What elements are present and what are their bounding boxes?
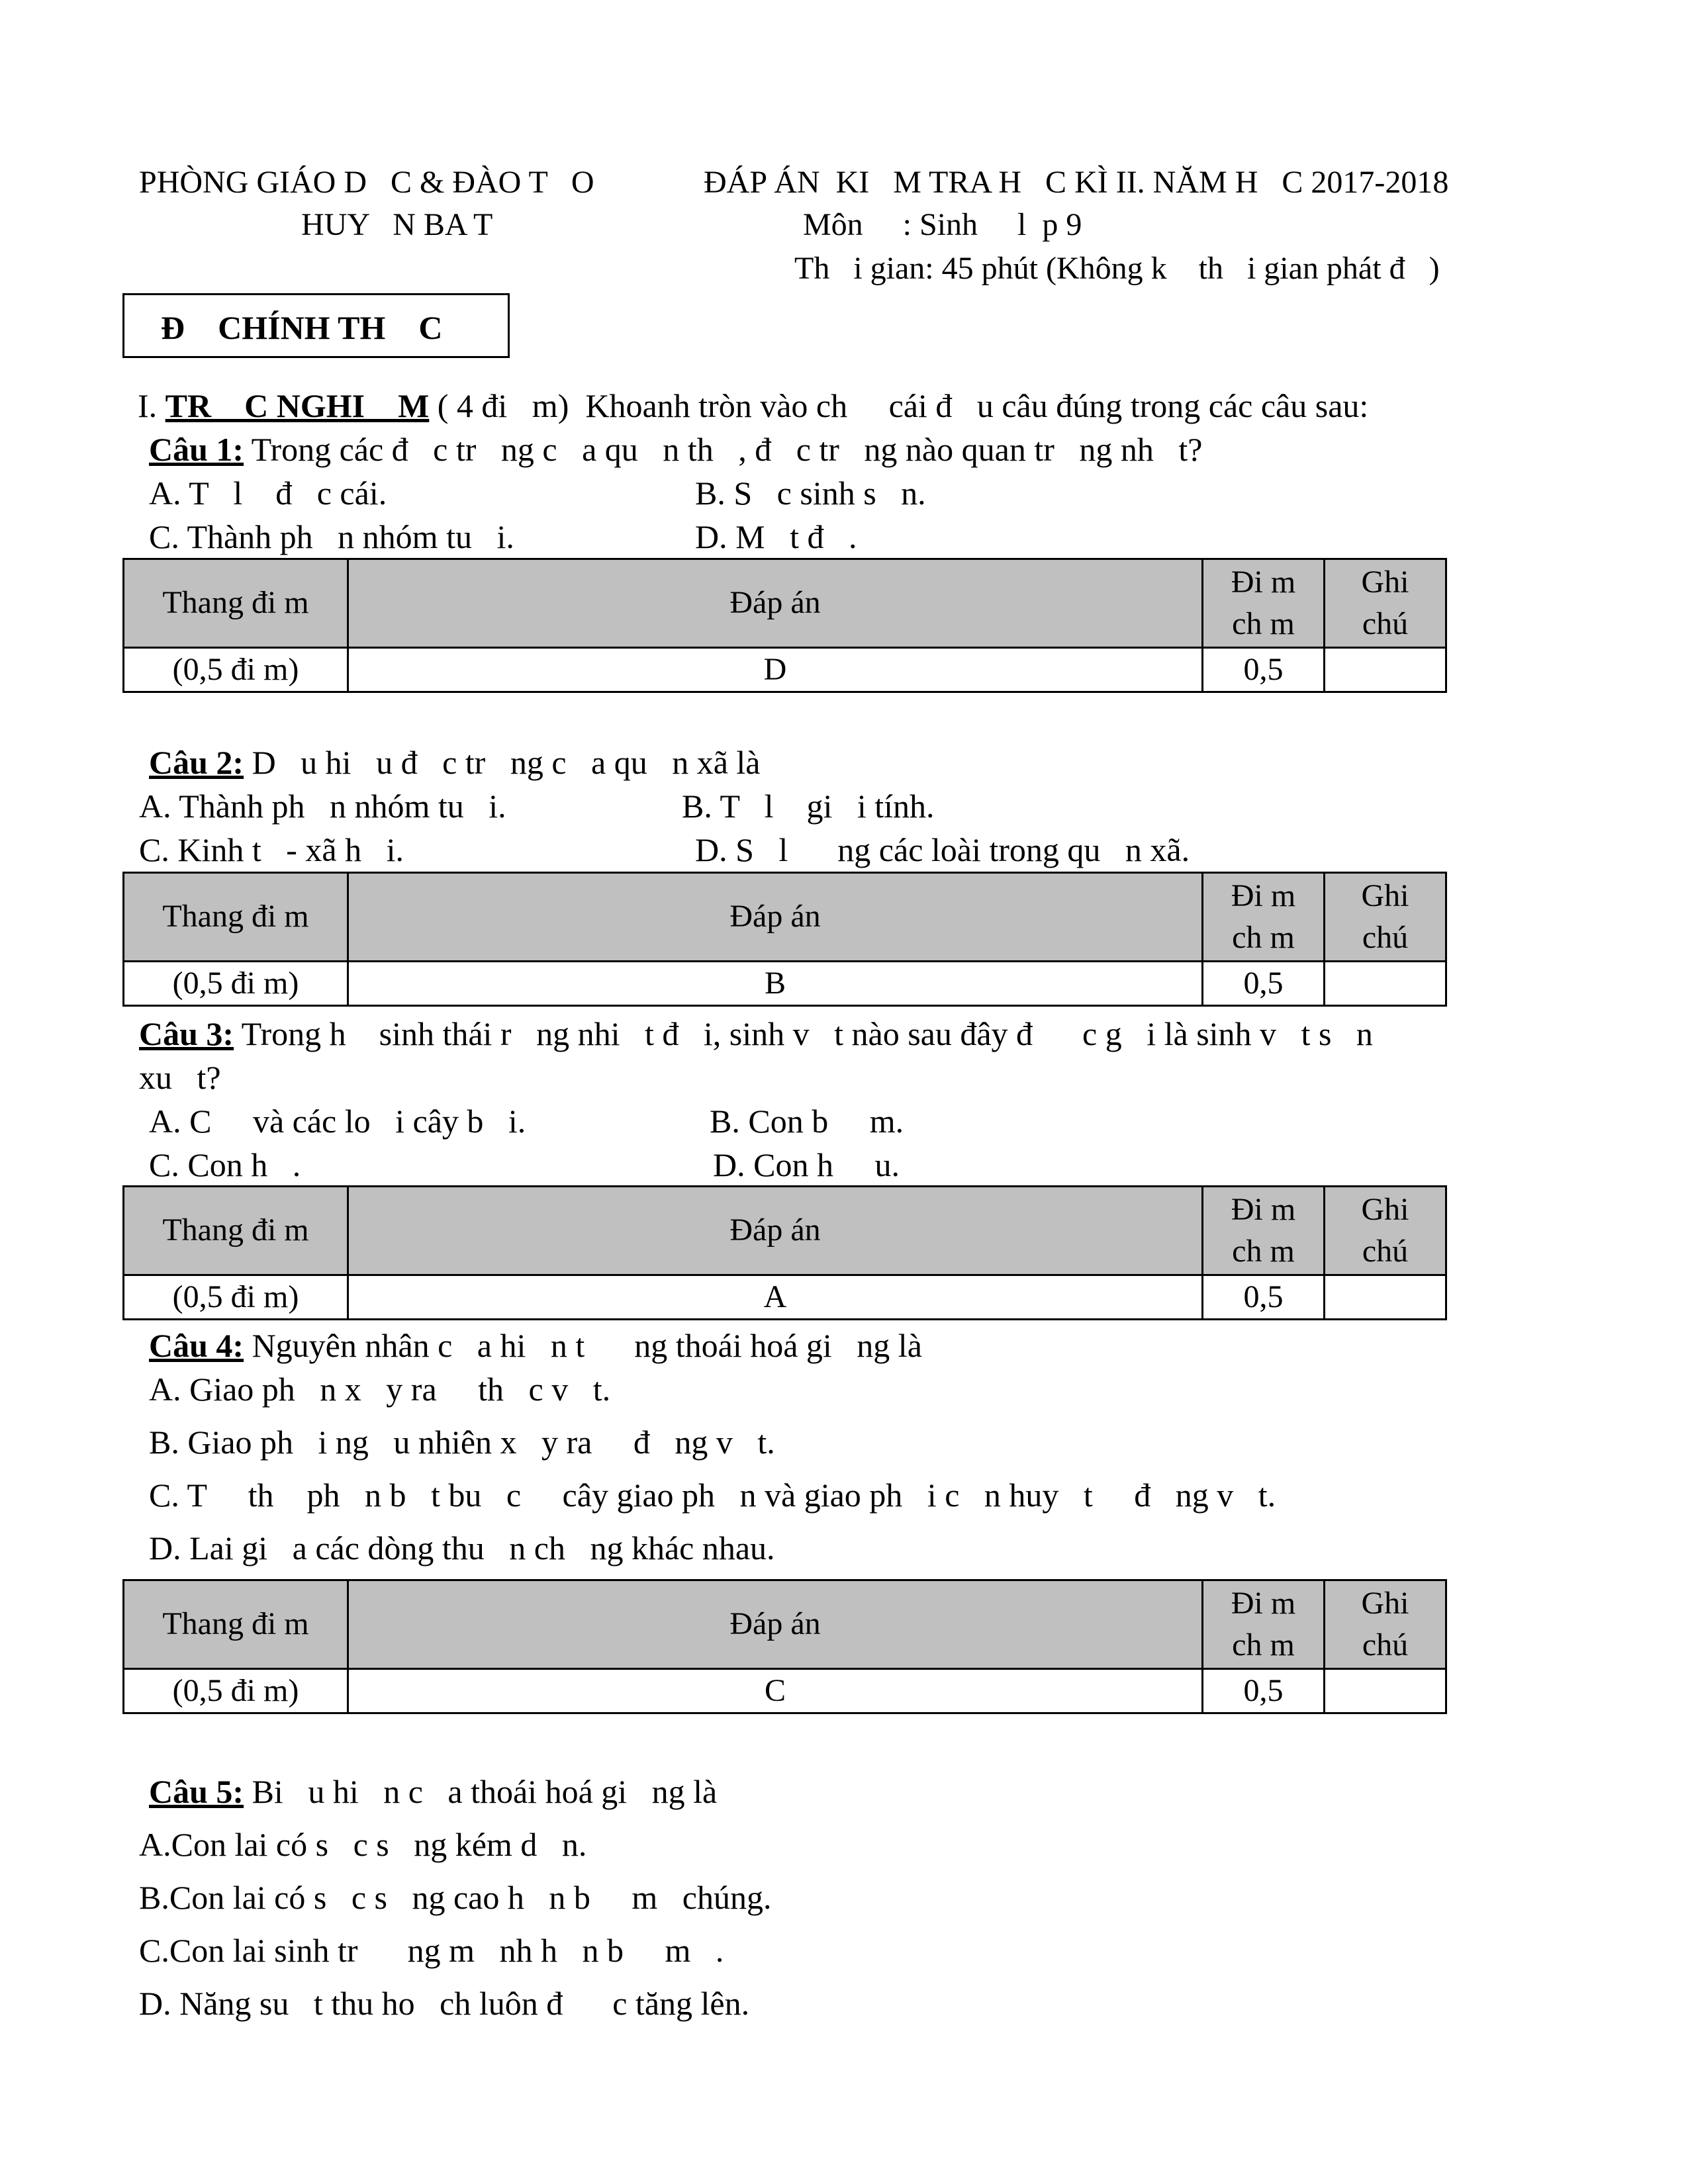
cell-scale: (0,5 đi m) <box>124 1669 348 1713</box>
question-1-option-c: C. Thành ph n nhóm tu i. <box>149 518 514 555</box>
question-3-text-cont: xu t? <box>139 1059 221 1096</box>
answer-table-2 <box>122 872 1447 1007</box>
cell-score: 0,5 <box>1203 1275 1325 1320</box>
header-answer: Đáp án <box>348 873 1203 962</box>
table-header-row <box>124 873 1446 962</box>
question-1-option-a: A. T l đ c cái. <box>149 475 387 512</box>
cell-answer: B <box>348 962 1203 1006</box>
question-5-option-a: A.Con lai có s c s ng kém d n. <box>139 1826 587 1863</box>
cell-note <box>1325 1669 1446 1713</box>
cell-note <box>1325 648 1446 692</box>
header-note: Ghi chú <box>1325 1580 1446 1669</box>
header-answer: Đáp án <box>348 1187 1203 1275</box>
section-title: TR C NGHI M <box>165 387 430 424</box>
header-score: Đi m ch m <box>1203 559 1325 648</box>
question-3-option-b: B. Con b m. <box>710 1103 904 1140</box>
duration-line: Th i gian: 45 phút (Không k th i gian phát đ ) <box>794 251 1440 286</box>
question-4-option-d: D. Lai gi a các dòng thu n ch ng khác nhau. <box>149 1529 775 1567</box>
header-answer: Đáp án <box>348 1580 1203 1669</box>
question-1 <box>149 433 1202 466</box>
header-score: Đi m ch m <box>1203 873 1325 962</box>
answer-table-3 <box>122 1185 1447 1320</box>
header-scale: Thang đi m <box>124 873 348 962</box>
header-scale: Thang đi m <box>124 1580 348 1669</box>
cell-score: 0,5 <box>1203 648 1325 692</box>
header-scale: Thang đi m <box>124 559 348 648</box>
question-1-label: Câu 1: <box>149 431 244 468</box>
section-heading <box>138 389 1368 422</box>
question-3 <box>139 1017 1373 1050</box>
answer-table-1 <box>122 558 1447 693</box>
table-row <box>124 648 1446 692</box>
header-note: Ghi chú <box>1325 559 1446 648</box>
question-2-option-d: D. S l ng các loài trong qu n xã. <box>695 831 1190 868</box>
answer-table-4 <box>122 1579 1447 1714</box>
question-3-text: Trong h sinh thái r ng nhi t đ i, sinh v t nào sau đây đ c g i là sinh v t s n <box>234 1015 1373 1052</box>
question-4-option-c: C. T th ph n b t bu c cây giao ph n và giao ph i c n huy t đ ng v t. <box>149 1477 1276 1514</box>
question-2-option-c: C. Kinh t - xã h i. <box>139 831 404 868</box>
cell-answer: C <box>348 1669 1203 1713</box>
document-title: ĐÁP ÁN KI M TRA H C KÌ II. NĂM H C 2017-2018 <box>704 165 1449 200</box>
question-2-text: D u hi u đ c tr ng c a qu n xã là <box>244 744 761 781</box>
question-3-option-d: D. Con h u. <box>713 1146 900 1183</box>
table-header-row <box>124 1187 1446 1275</box>
header-score: Đi m ch m <box>1203 1187 1325 1275</box>
header-scale: Thang đi m <box>124 1187 348 1275</box>
table-row <box>124 962 1446 1006</box>
official-exam-label: Đ CHÍNH TH C <box>161 309 443 346</box>
cell-scale: (0,5 đi m) <box>124 1275 348 1320</box>
question-4-text: Nguyên nhân c a hi n t ng thoái hoá gi ng là <box>244 1327 922 1364</box>
question-5 <box>149 1775 717 1808</box>
table-header-row <box>124 1580 1446 1669</box>
header-note: Ghi chú <box>1325 873 1446 962</box>
question-3-option-a: A. C và các lo i cây b i. <box>149 1103 526 1140</box>
table-header-row <box>124 559 1446 648</box>
department-name: PHÒNG GIÁO D C & ĐÀO T O <box>139 165 594 200</box>
table-row <box>124 1275 1446 1320</box>
section-number: I. <box>138 387 158 424</box>
question-3-label: Câu 3: <box>139 1015 234 1052</box>
table-row <box>124 1669 1446 1713</box>
question-2-option-a: A. Thành ph n nhóm tu i. <box>139 788 506 825</box>
subject-line: Môn : Sinh l p 9 <box>803 207 1082 242</box>
official-exam-box <box>122 293 510 358</box>
question-3-option-c: C. Con h . <box>149 1146 301 1183</box>
question-1-option-d: D. M t đ . <box>695 518 857 555</box>
cell-note <box>1325 1275 1446 1320</box>
question-1-text: Trong các đ c tr ng c a qu n th , đ c tr ng nào quan tr ng nh t? <box>244 431 1203 468</box>
question-4-option-b: B. Giao ph i ng u nhiên x y ra đ ng v t. <box>149 1424 775 1461</box>
cell-scale: (0,5 đi m) <box>124 648 348 692</box>
header-note: Ghi chú <box>1325 1187 1446 1275</box>
header-answer: Đáp án <box>348 559 1203 648</box>
cell-answer: D <box>348 648 1203 692</box>
cell-score: 0,5 <box>1203 1669 1325 1713</box>
question-4 <box>149 1329 922 1362</box>
question-2-option-b: B. T l gi i tính. <box>682 788 935 825</box>
cell-scale: (0,5 đi m) <box>124 962 348 1006</box>
question-4-label: Câu 4: <box>149 1327 244 1364</box>
section-instructions: ( 4 đi m) Khoanh tròn vào ch cái đ u câu đúng trong các câu sau: <box>429 387 1369 424</box>
question-2 <box>149 746 760 779</box>
header-score: Đi m ch m <box>1203 1580 1325 1669</box>
question-5-text: Bi u hi n c a thoái hoá gi ng là <box>244 1773 718 1810</box>
question-5-option-d: D. Năng su t thu ho ch luôn đ c tăng lên. <box>139 1985 750 2022</box>
question-5-label: Câu 5: <box>149 1773 244 1810</box>
cell-answer: A <box>348 1275 1203 1320</box>
question-4-option-a: A. Giao ph n x y ra th c v t. <box>149 1371 611 1408</box>
question-2-label: Câu 2: <box>149 744 244 781</box>
question-5-option-c: C.Con lai sinh tr ng m nh h n b m . <box>139 1932 724 1969</box>
question-1-option-b: B. S c sinh s n. <box>695 475 926 512</box>
cell-note <box>1325 962 1446 1006</box>
district-name: HUY N BA T <box>301 207 493 242</box>
question-5-option-b: B.Con lai có s c s ng cao h n b m chúng. <box>139 1879 772 1916</box>
cell-score: 0,5 <box>1203 962 1325 1006</box>
